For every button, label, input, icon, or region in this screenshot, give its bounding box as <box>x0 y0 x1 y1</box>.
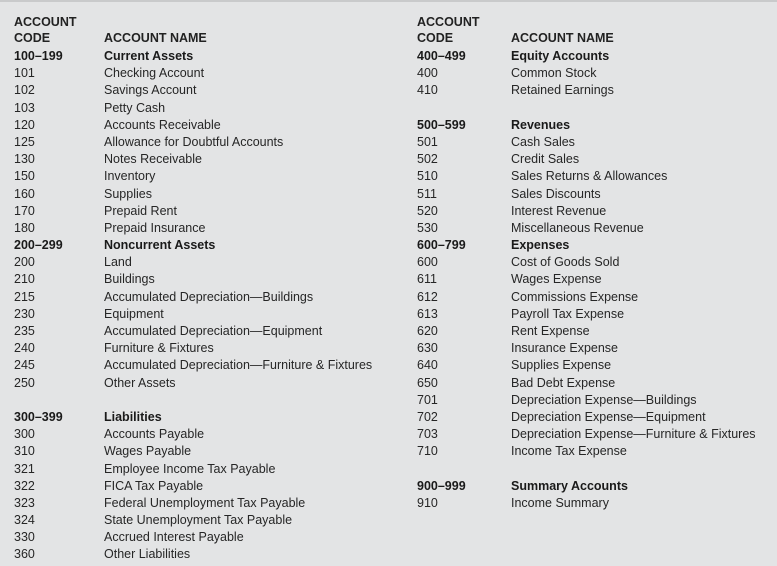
account-name: Supplies Expense <box>511 358 612 373</box>
account-name: Allowance for Doubtful Accounts <box>104 134 284 149</box>
account-code: 200–299 <box>14 238 63 253</box>
account-name: Savings Account <box>104 83 197 98</box>
account-code: 300–399 <box>14 409 63 424</box>
account-code-header: ACCOUNT CODE <box>417 15 480 45</box>
account-name: Prepaid Rent <box>104 203 177 218</box>
account-name: Depreciation Expense—Furniture & Fixtures <box>511 427 756 442</box>
account-name: Miscellaneous Revenue <box>511 220 644 235</box>
account-code: 613 <box>417 306 438 321</box>
account-name: Petty Cash <box>104 100 166 115</box>
account-name: Wages Expense <box>511 272 602 287</box>
account-name: Land <box>104 255 132 270</box>
account-code: 160 <box>14 186 35 201</box>
account-code: 530 <box>417 220 438 235</box>
account-name: Equity Accounts <box>511 49 610 63</box>
top-rule <box>0 0 777 2</box>
account-code: 701 <box>417 392 438 407</box>
account-name: Payroll Tax Expense <box>511 306 625 321</box>
account-name-header: ACCOUNT NAME <box>104 31 207 45</box>
account-code: 230 <box>14 306 35 321</box>
account-code: 235 <box>14 324 35 338</box>
account-code: 101 <box>14 66 35 81</box>
account-code: 210 <box>14 272 35 287</box>
account-name: Income Tax Expense <box>511 444 627 459</box>
account-name-header: ACCOUNT NAME <box>511 31 614 45</box>
account-code: 120 <box>14 117 35 132</box>
account-name: Insurance Expense <box>511 341 619 356</box>
account-name: Common Stock <box>511 66 597 81</box>
account-code: 250 <box>14 375 35 390</box>
account-name: Cost of Goods Sold <box>511 255 620 270</box>
account-code: 910 <box>417 495 438 510</box>
account-name: State Unemployment Tax Payable <box>104 513 293 528</box>
account-code: 630 <box>417 341 438 356</box>
account-name: Rent Expense <box>511 324 590 338</box>
account-name: Expenses <box>511 238 570 253</box>
account-code: 703 <box>417 427 438 442</box>
account-code: 400–499 <box>417 49 466 63</box>
account-name: Income Summary <box>511 495 609 510</box>
account-name: Federal Unemployment Tax Payable <box>104 495 306 510</box>
account-name: Bad Debt Expense <box>511 375 616 390</box>
account-code: 245 <box>14 358 35 373</box>
account-code: 100–199 <box>14 49 63 63</box>
account-code: 611 <box>417 272 437 287</box>
account-name: Liabilities <box>104 409 162 424</box>
account-name: Credit Sales <box>511 152 580 167</box>
account-code: 650 <box>417 375 438 390</box>
account-code: 150 <box>14 169 35 184</box>
account-code: 180 <box>14 220 35 235</box>
account-name: Accumulated Depreciation—Furniture & Fixtures <box>104 358 373 373</box>
account-name: Employee Income Tax Payable <box>104 461 276 476</box>
account-code: 511 <box>417 186 437 201</box>
account-code: 321 <box>14 461 35 476</box>
account-name: Accumulated Depreciation—Buildings <box>104 289 314 304</box>
account-code: 702 <box>417 409 438 424</box>
account-name: Cash Sales <box>511 134 575 149</box>
account-name: Wages Payable <box>104 444 192 459</box>
account-name: Noncurrent Assets <box>104 238 216 253</box>
account-code: 710 <box>417 444 438 459</box>
account-code: 600 <box>417 255 438 270</box>
account-name: Commissions Expense <box>511 289 639 304</box>
account-name: Accounts Payable <box>104 427 205 442</box>
account-name: Prepaid Insurance <box>104 220 206 235</box>
account-name: Checking Account <box>104 66 205 81</box>
account-name: Retained Earnings <box>511 83 614 98</box>
account-code: 502 <box>417 152 438 167</box>
account-code: 510 <box>417 169 438 184</box>
account-code: 520 <box>417 203 438 218</box>
account-code: 324 <box>14 513 35 528</box>
account-code: 323 <box>14 495 35 510</box>
account-code: 900–999 <box>417 478 466 493</box>
account-code: 215 <box>14 289 35 304</box>
account-code: 300 <box>14 427 35 442</box>
account-code: 102 <box>14 83 35 98</box>
account-name: Other Assets <box>104 375 176 390</box>
account-code: 130 <box>14 152 35 167</box>
account-name: Buildings <box>104 272 155 287</box>
account-name: Other Liabilities <box>104 547 191 562</box>
account-code: 240 <box>14 341 35 356</box>
account-name: Inventory <box>104 169 156 184</box>
account-name: Sales Discounts <box>511 186 601 201</box>
account-name: Equipment <box>104 306 164 321</box>
account-code: 400 <box>417 66 438 81</box>
account-code: 640 <box>417 358 438 373</box>
account-name: Current Assets <box>104 49 194 63</box>
account-name: Revenues <box>511 117 571 132</box>
account-name: Depreciation Expense—Buildings <box>511 392 697 407</box>
account-code: 330 <box>14 530 35 545</box>
account-code: 125 <box>14 134 35 149</box>
account-name: Accumulated Depreciation—Equipment <box>104 324 323 338</box>
account-name: Summary Accounts <box>511 478 628 493</box>
account-name: Interest Revenue <box>511 203 607 218</box>
account-code: 410 <box>417 83 438 98</box>
account-name: Accrued Interest Payable <box>104 530 244 545</box>
account-code: 620 <box>417 324 438 338</box>
account-code: 310 <box>14 444 35 459</box>
account-code: 103 <box>14 100 35 115</box>
account-name: Depreciation Expense—Equipment <box>511 409 706 424</box>
account-name: Supplies <box>104 186 152 201</box>
account-code: 500–599 <box>417 117 466 132</box>
account-name: Sales Returns & Allowances <box>511 169 668 184</box>
account-name: Accounts Receivable <box>104 117 221 132</box>
account-code: 612 <box>417 289 438 304</box>
account-code: 600–799 <box>417 238 466 253</box>
account-name: Notes Receivable <box>104 152 202 167</box>
account-code: 501 <box>417 134 438 149</box>
account-name: Furniture & Fixtures <box>104 341 214 356</box>
account-name: FICA Tax Payable <box>104 478 204 493</box>
account-code-header: ACCOUNT CODE <box>14 15 77 45</box>
account-code: 170 <box>14 203 35 218</box>
account-code: 200 <box>14 255 35 270</box>
account-code: 322 <box>14 478 35 493</box>
account-code: 360 <box>14 547 35 562</box>
